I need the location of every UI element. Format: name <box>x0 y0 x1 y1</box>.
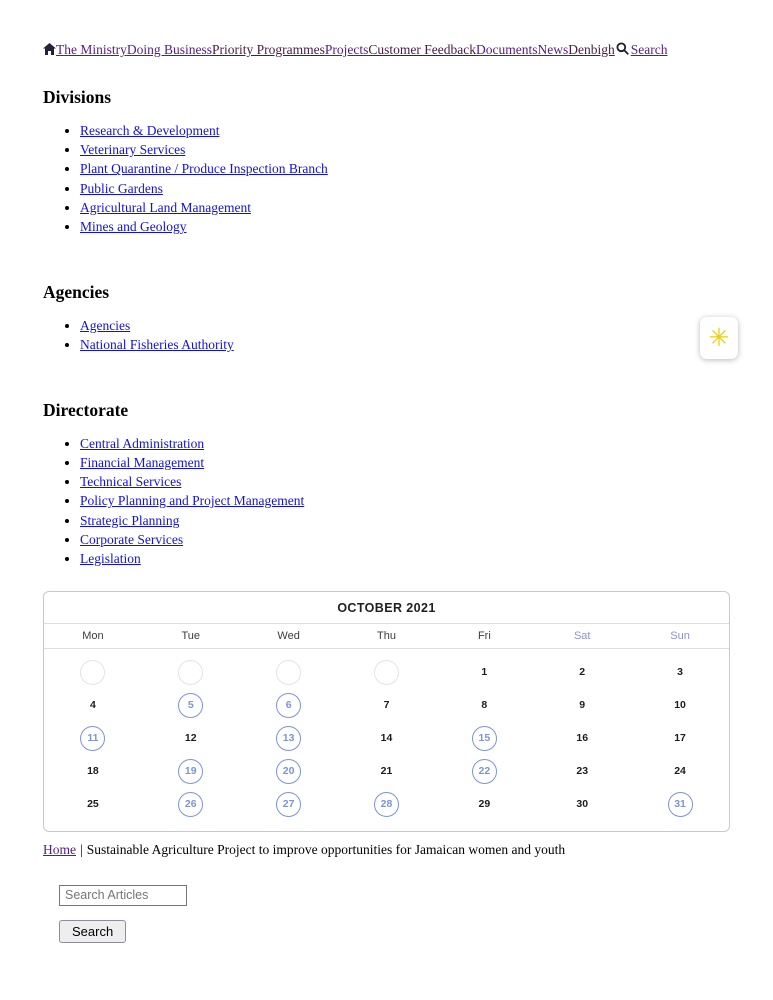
list-item <box>80 436 730 453</box>
top-nav <box>43 42 730 59</box>
nav-link-denbigh[interactable]: Denbigh <box>568 42 615 57</box>
list-item <box>80 123 730 140</box>
calendar-event-day[interactable]: 11 <box>80 726 105 751</box>
nav-link-priority-programmes[interactable]: Priority Programmes <box>212 42 325 57</box>
list-item <box>80 532 730 549</box>
empty-day-circle <box>80 660 105 685</box>
section-link-public-gardens[interactable]: Public Gardens <box>80 180 163 196</box>
calendar-event-day[interactable]: 13 <box>276 726 301 751</box>
calendar-day <box>533 722 631 755</box>
calendar-day-number: 29 <box>478 798 491 811</box>
calendar-weekday-mon: Mon <box>82 629 104 642</box>
section-link-agencies[interactable]: Agencies <box>80 317 131 333</box>
calendar-event-day[interactable]: 31 <box>668 792 693 817</box>
calendar-day <box>338 788 436 821</box>
search-icon[interactable] <box>616 42 629 57</box>
calendar-event-day[interactable]: 6 <box>276 693 301 718</box>
calendar-empty-cell <box>142 656 240 689</box>
calendar-day <box>435 788 533 821</box>
calendar-day-number: 23 <box>576 765 589 778</box>
section-link-legislation[interactable]: Legislation <box>80 551 141 567</box>
breadcrumb <box>43 842 730 858</box>
calendar-day <box>240 722 338 755</box>
list-item <box>80 200 730 217</box>
nav-links <box>56 42 615 57</box>
breadcrumb-page-title: Sustainable Agriculture Project to improve opportunities for Jamaican women and youth <box>86 841 566 857</box>
home-icon[interactable] <box>43 42 56 57</box>
empty-day-circle <box>178 660 203 685</box>
calendar-weekday-sun: Sun <box>670 629 690 642</box>
section-link-list <box>43 436 730 568</box>
section-link-strategic-planning[interactable]: Strategic Planning <box>80 512 180 528</box>
calendar-day <box>142 689 240 722</box>
calendar-day-number: 3 <box>677 666 683 679</box>
calendar-day <box>44 788 142 821</box>
section-link-plant-quarantine-produce-inspection-branch[interactable]: Plant Quarantine / Produce Inspection Branch <box>80 161 328 177</box>
calendar-day <box>240 689 338 722</box>
calendar-event-day[interactable]: 19 <box>178 759 203 784</box>
section-link-research-development[interactable]: Research & Development <box>80 122 220 138</box>
list-item <box>80 219 730 236</box>
calendar-day-number: 24 <box>674 765 686 778</box>
empty-day-circle <box>276 660 301 685</box>
list-item <box>80 551 730 568</box>
article-search-input[interactable] <box>59 885 187 906</box>
calendar-day-number: 8 <box>481 699 488 712</box>
calendar-day-number: 18 <box>87 765 99 778</box>
section-agencies <box>43 282 730 354</box>
calendar-day-number: 25 <box>87 798 99 811</box>
calendar-day-number: 1 <box>481 666 488 679</box>
calendar-day <box>435 755 533 788</box>
calendar-day-number: 4 <box>90 699 96 712</box>
calendar-day <box>338 689 436 722</box>
list-item <box>80 318 730 335</box>
calendar-title: OCTOBER 2021 <box>44 592 729 624</box>
section-link-central-administration[interactable]: Central Administration <box>80 435 205 451</box>
calendar-day <box>338 722 436 755</box>
calendar-empty-cell <box>338 656 436 689</box>
calendar-event-day[interactable]: 5 <box>178 693 203 718</box>
calendar-day <box>533 689 631 722</box>
section-title: Agencies <box>43 281 110 302</box>
calendar-day <box>44 755 142 788</box>
calendar-day-number: 2 <box>579 666 586 679</box>
section-directorate <box>43 400 730 568</box>
accessibility-widget-button[interactable] <box>700 317 738 359</box>
nav-link-customer-feedback[interactable]: Customer Feedback <box>368 42 476 57</box>
calendar-day <box>631 689 729 722</box>
calendar-day <box>240 755 338 788</box>
breadcrumb-separator: | <box>80 841 83 857</box>
calendar-day <box>142 722 240 755</box>
calendar-day-number: 17 <box>674 732 686 745</box>
calendar-day-number: 14 <box>380 732 393 745</box>
list-item <box>80 337 730 354</box>
section-link-corporate-services[interactable]: Corporate Services <box>80 531 184 547</box>
article-search-button[interactable]: Search <box>59 920 126 943</box>
nav-link-projects[interactable]: Projects <box>324 42 369 57</box>
calendar-weekday-row <box>44 624 729 649</box>
calendar-day-number: 21 <box>380 765 393 778</box>
calendar-day <box>631 722 729 755</box>
calendar-day-number: 9 <box>579 699 586 712</box>
nav-link-news[interactable]: News <box>537 42 569 57</box>
content-sections <box>43 87 730 568</box>
calendar-day <box>338 755 436 788</box>
calendar-day-number: 12 <box>184 732 197 745</box>
section-link-mines-and-geology[interactable]: Mines and Geology <box>80 219 187 235</box>
calendar-weekday-wed: Wed <box>277 629 300 642</box>
calendar-event-day[interactable]: 15 <box>472 726 497 751</box>
section-link-veterinary-services[interactable]: Veterinary Services <box>80 142 186 158</box>
empty-day-circle <box>374 660 399 685</box>
calendar-event-day[interactable]: 27 <box>276 792 301 817</box>
list-item <box>80 455 730 472</box>
section-link-national-fisheries-authority[interactable]: National Fisheries Authority <box>80 337 234 353</box>
nav-link-documents[interactable]: Documents <box>476 42 538 57</box>
section-link-policy-planning-and-project-management[interactable]: Policy Planning and Project Management <box>80 493 305 509</box>
calendar-day <box>240 788 338 821</box>
list-item <box>80 493 730 510</box>
section-link-list <box>43 318 730 354</box>
section-link-agricultural-land-management[interactable]: Agricultural Land Management <box>80 199 251 215</box>
calendar-day <box>435 656 533 689</box>
breadcrumb-home-link[interactable]: Home <box>43 841 76 857</box>
calendar-day-number: 10 <box>674 699 686 712</box>
list-item <box>80 181 730 198</box>
article-search <box>59 885 730 943</box>
calendar-weekday-sat: Sat <box>573 629 591 642</box>
calendar-empty-cell <box>240 656 338 689</box>
calendar-weekday-fri: Fri <box>477 629 491 642</box>
calendar-weekday-thu: Thu <box>377 629 396 642</box>
section-divisions <box>43 87 730 236</box>
sunburst-icon: ✳ <box>708 324 730 352</box>
list-item <box>80 161 730 178</box>
calendar-day <box>142 755 240 788</box>
nav-link-search[interactable]: Search <box>630 42 668 57</box>
list-item <box>80 474 730 491</box>
calendar-event-day[interactable]: 22 <box>472 759 497 784</box>
calendar-event-day[interactable]: 26 <box>178 792 203 817</box>
calendar-weekday-tue: Tue <box>181 629 201 642</box>
calendar-grid <box>44 649 729 831</box>
nav-link-the-ministry[interactable]: The Ministry <box>56 42 127 57</box>
list-item <box>80 513 730 530</box>
calendar-day <box>435 722 533 755</box>
calendar-day <box>533 755 631 788</box>
calendar-event-day[interactable]: 28 <box>374 792 399 817</box>
section-link-technical-services[interactable]: Technical Services <box>80 474 182 490</box>
calendar-day <box>435 689 533 722</box>
calendar-day <box>631 656 729 689</box>
calendar-day-number: 30 <box>576 798 589 811</box>
calendar-day <box>44 722 142 755</box>
calendar-day <box>142 788 240 821</box>
nav-link-doing-business[interactable]: Doing Business <box>126 42 213 57</box>
calendar-empty-cell <box>44 656 142 689</box>
calendar-day-number: 7 <box>383 699 390 712</box>
calendar-day <box>533 788 631 821</box>
calendar-day-number: 16 <box>576 732 589 745</box>
calendar-day <box>631 788 729 821</box>
calendar-event-day[interactable]: 20 <box>276 759 301 784</box>
section-link-list <box>43 123 730 236</box>
calendar-day <box>533 656 631 689</box>
section-link-financial-management[interactable]: Financial Management <box>80 454 205 470</box>
section-title: Directorate <box>43 399 129 420</box>
events-calendar <box>43 591 730 832</box>
section-title: Divisions <box>43 86 112 107</box>
article-search-input-row <box>59 885 730 906</box>
calendar-day <box>44 689 142 722</box>
calendar-day <box>631 755 729 788</box>
list-item <box>80 142 730 159</box>
